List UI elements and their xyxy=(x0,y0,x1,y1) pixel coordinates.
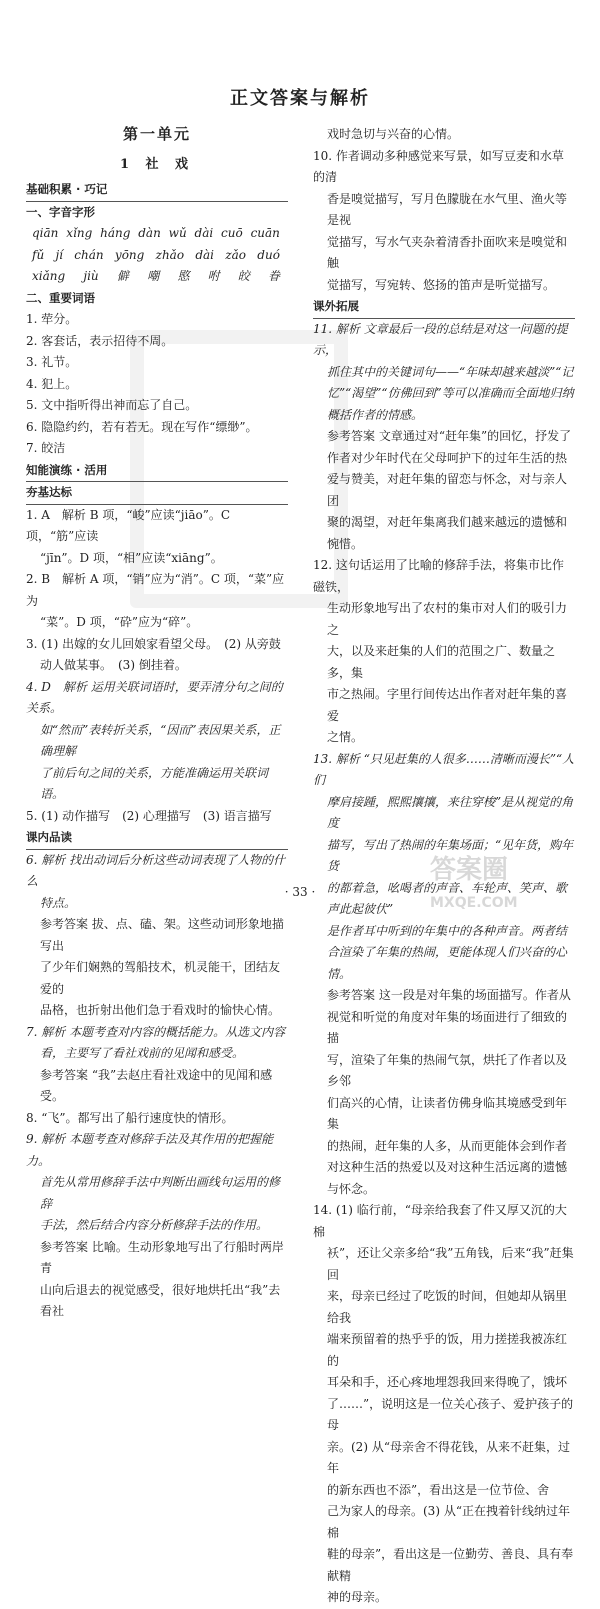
pinyin-item: dàn xyxy=(138,226,161,240)
answer-line: 参考答案 文章通过对“赶年集”的回忆，抒发了 xyxy=(327,429,572,443)
answer-line: 觉描写，写水气夹杂着清香扑面吹来是嗅觉和触 xyxy=(327,234,568,270)
answer-line: 手法，然后结合内容分析修辞手法的作用。 xyxy=(40,1218,269,1232)
lesson-title: 1 社 戏 xyxy=(119,156,195,172)
answer-line: 9. 解析 本题考查对修辞手法及其作用的把握能力。 xyxy=(26,1132,274,1168)
answer-line: 亲。(2) 从“母亲舍不得花钱，从来不赶集，过年 xyxy=(327,1439,570,1475)
answer-line: 13. 解析 “只见赶集的人很多……清晰而漫长”“人们 xyxy=(313,751,575,787)
answer-line: 参考答案 拔、点、磕、架。这些动词形象地描写出 xyxy=(40,917,284,953)
answer-line: 14. (1) 临行前，“母亲给我套了件又厚又沉的大棉 xyxy=(313,1203,567,1239)
sub-heading-vocabulary: 二、重要词语 xyxy=(26,290,95,305)
answer-line: 3. (1) 出嫁的女儿回娘家看望父母。 (2) 从旁鼓 xyxy=(26,636,281,651)
answer-line: 惋惜。 xyxy=(327,536,364,551)
answer-line: 与怀念。 xyxy=(327,1181,376,1196)
pinyin-item: jiù xyxy=(83,269,99,283)
left-column xyxy=(26,124,288,1323)
answer-line: 11. 解析 文章最后一段的总结是对这一问题的提示， xyxy=(313,321,568,357)
answer-line: 耳朵和手，还心疼地埋怨我回来得晚了，饿坏 xyxy=(327,1375,568,1389)
vocab-answer: 3. 礼节。 xyxy=(26,355,78,369)
section-skill: 知能演练 · 活用 xyxy=(26,460,288,483)
answer-line: 们高兴的心情，让读者仿佛身临其境感受到年集 xyxy=(327,1095,568,1131)
sub-heading-pronunciation: 一、字音字形 xyxy=(26,204,95,219)
pinyin-item: 咐 xyxy=(207,269,220,283)
pinyin-item: dài xyxy=(194,226,214,240)
page-title: 正文答案与解析 xyxy=(230,88,370,109)
answer-line: 动人做某事。 (3) 倒挂着。 xyxy=(40,658,187,672)
answer-line: 觉描写，写宛转、悠扬的笛声是听觉描写。 xyxy=(327,277,556,292)
pinyin-item: fǔ xyxy=(32,247,45,262)
answer-line: 写，渲染了年集的热闹气氛，烘托了作者以及乡邻 xyxy=(327,1052,568,1088)
answer-line: 4. D 解析 运用关联词语时，要弄清分句之间的关系。 xyxy=(26,679,283,715)
answer-line: 生动形象地写出了农村的集市对人们的吸引力之 xyxy=(327,601,568,637)
pinyin-row-2 xyxy=(32,245,280,267)
answer-line: 参考答案 这一段是对年集的场面描写。作者从 xyxy=(327,988,571,1002)
pinyin-item: 僻 xyxy=(116,269,129,283)
answer-line: 1. A 解析 B 项，“峻”应读“jiāo”。C 项，“筋”应读 xyxy=(26,507,231,543)
pinyin-item: chán xyxy=(74,247,104,262)
pinyin-item: 眷 xyxy=(267,269,280,283)
unit-title: 第一单元 xyxy=(122,125,191,143)
answer-line: “菜”。D 项，“砕”应为“碎”。 xyxy=(40,615,199,629)
answer-line: 的热闹，赶年集的人多，从而更能体会到作者 xyxy=(327,1138,568,1153)
pinyin-item: háng xyxy=(100,226,131,240)
answer-line: 的新东西也不添”，看出这是一位节俭、舍 xyxy=(327,1482,550,1497)
answer-line: 香是嗅觉描写，写月色朦胧在水气里、渔火等是视 xyxy=(327,191,568,227)
pinyin-item: 愍 xyxy=(177,269,190,283)
answer-line: 首先从常用修辞手法中判断出画线句运用的修辞 xyxy=(40,1175,281,1211)
answer-line: 如“然而”表转折关系，“因而”表因果关系，正确理解 xyxy=(40,722,281,758)
answer-line: 了前后句之间的关系，方能准确运用关联词语。 xyxy=(40,765,269,801)
answer-line: 特点。 xyxy=(40,895,77,910)
pinyin-item: cuān xyxy=(250,226,280,240)
answer-line: 10. 作者调动多种感觉来写景，如写豆麦和水草的清 xyxy=(313,148,564,184)
answer-line: 摩肩接踵，熙熙攘攘，来往穿梭”是从视觉的角度 xyxy=(327,794,574,830)
answer-line: 5. (1) 动作描写 (2) 心理描写 (3) 语言描写 xyxy=(26,808,272,823)
pinyin-row-1 xyxy=(32,223,280,245)
answer-line: 6. 解析 找出动词后分析这些动词表现了人物的什么 xyxy=(26,852,286,888)
section-in-class: 课内品读 xyxy=(26,827,288,850)
pinyin-item: duó xyxy=(257,247,280,262)
answer-line: 描写，写出了热闹的年集场面；“见年货，购年货 xyxy=(327,837,574,873)
vocab-answer: 2. 客套话，表示招待不周。 xyxy=(26,333,174,348)
vocab-answer: 5. 文中指听得出神而忘了自己。 xyxy=(26,398,198,412)
answer-line: 大，以及来赶集的人们的范围之广、数量之多，集 xyxy=(327,644,556,680)
section-strong-foundation: 夯基达标 xyxy=(26,482,288,505)
answer-line: 作者对少年时代在父母呵护下的过年生活的热 xyxy=(327,450,568,465)
answer-line: 视觉和听觉的角度对年集的场面进行了细致的描 xyxy=(327,1009,568,1045)
vocab-answer: 7. 皎洁 xyxy=(26,441,66,455)
pinyin-item: dài xyxy=(195,247,215,262)
answer-line: 戏时急切与兴奋的心情。 xyxy=(327,127,460,141)
pinyin-item: xiǎng xyxy=(32,269,66,283)
pinyin-item: zhǎo xyxy=(155,247,185,262)
answer-line: 山向后退去的视觉感受，很好地烘托出“我”去看社 xyxy=(40,1282,281,1318)
answer-line: 的都着急，吆喝者的声音、车轮声、笑声、歌声此起彼伏” xyxy=(327,880,568,916)
answer-line: 品格，也折射出他们急于看戏时的愉快心情。 xyxy=(40,1003,281,1017)
answer-line: 参考答案 比喻。生动形象地写出了行船时两岸青 xyxy=(40,1239,284,1275)
answer-line: 参考答案 “我”去赵庄看社戏途中的见闻和感受。 xyxy=(40,1067,273,1103)
answer-line: 2. B 解析 A 项，“销”应为“消”。C 项，“菜”应为 xyxy=(26,572,285,608)
answer-line: 看，主要写了看社戏前的见闻和感受。 xyxy=(40,1046,245,1060)
vocab-answer: 6. 隐隐约约，若有若无。现在写作“缥缈”。 xyxy=(26,419,258,434)
pinyin-item: jí xyxy=(55,247,64,262)
corner-watermark-url: MXQE.COM xyxy=(430,895,518,911)
pinyin-item: qiān xyxy=(32,226,59,240)
answer-line: 8. “飞”。都写出了船行速度快的情形。 xyxy=(26,1110,234,1125)
answer-line: 是作者耳中听到的年集中的各种声音。两者结 xyxy=(327,923,568,938)
answer-line: 端来预留着的热乎乎的饭，用力搓搓我被冻红的 xyxy=(327,1332,568,1368)
answer-line: 市之热闹。字里行间传达出作者对赶年集的喜爱 xyxy=(327,687,568,723)
pinyin-item: zǎo xyxy=(225,247,247,262)
section-basic: 基础积累 · 巧记 xyxy=(26,179,288,202)
vocab-answer: 1. 荦分。 xyxy=(26,312,78,326)
answer-line: 概括作者的情感。 xyxy=(327,407,424,422)
pinyin-row-3 xyxy=(32,266,280,288)
answer-line: 爱与赞美，对赶年集的留恋与怀念，对与亲人团 xyxy=(327,472,568,508)
answer-line: 对这种生活的热爱以及对这种生活远离的遗憾 xyxy=(327,1160,568,1174)
answer-line: 忆”“渴望”“仿佛回到”等可以准确而全面地归纳 xyxy=(327,386,574,400)
answer-line: 己为家人的母亲。(3) 从“正在拽着针线纳过年棉 xyxy=(327,1504,570,1540)
answer-line: 合渲染了年集的热闹，更能体现人们兴奋的心情。 xyxy=(327,945,568,981)
answer-line: 7. 解析 本题考查对内容的概括能力。从选文内容 xyxy=(26,1024,286,1039)
answer-line: 鞋的母亲”，看出这是一位勤劳、善良、具有奉献精 xyxy=(327,1547,574,1583)
pinyin-item: yōng xyxy=(114,247,145,262)
answer-line: 神的母亲。 xyxy=(327,1590,388,1604)
answer-line: 了……”，说明这是一位关心孩子、爱护孩子的母 xyxy=(327,1396,574,1432)
answer-line: 袄”，还让父亲多给“我”五角钱，后来“我”赶集回 xyxy=(327,1246,574,1282)
pinyin-item: 嘲 xyxy=(147,269,160,283)
answer-line: 了少年们娴熟的驾船技术，机灵能干，团结友爱的 xyxy=(40,960,281,996)
answer-line: 聚的渴望，对赶年集离我们越来越远的遗憾和 xyxy=(327,515,568,529)
answer-line: 12. 这句话运用了比喻的修辞手法，将集市比作磁铁， xyxy=(313,558,564,594)
answer-line: 之情。 xyxy=(327,730,364,744)
pinyin-item: xǐng xyxy=(66,226,93,240)
pinyin-item: wǔ xyxy=(168,226,187,240)
pinyin-item: cuō xyxy=(221,226,243,240)
page-number: · 33 · xyxy=(284,885,316,899)
section-extension: 课外拓展 xyxy=(313,296,575,319)
answer-line: 抓住其中的关键词句——“年味却越来越淡”“记 xyxy=(327,364,574,379)
answer-line: 来，母亲已经过了吃饭的时间，但她却从锅里给我 xyxy=(327,1289,568,1325)
answer-line: “jīn”。D 项，“相”应读“xiāng”。 xyxy=(40,550,223,565)
pinyin-item: 皎 xyxy=(237,269,250,283)
vocab-answer: 4. 犯上。 xyxy=(26,376,78,391)
corner-watermark-logo: 答案圈 xyxy=(430,855,509,885)
